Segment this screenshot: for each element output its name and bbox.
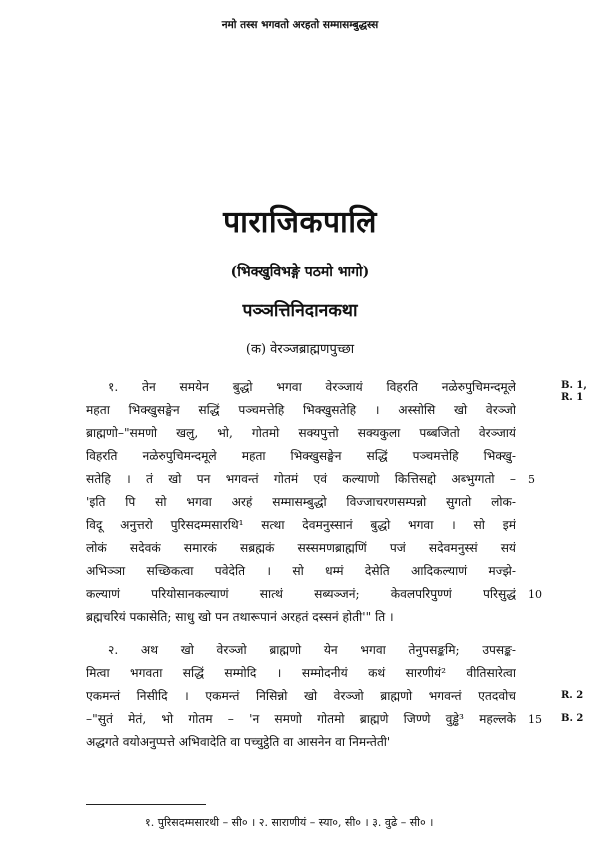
- page-ref: R. 1: [561, 392, 584, 403]
- text-line: एकमन्तं निसीदि । एकमन्तं निसिन्नो खो वेरञ्जो ब्राह्मणो भगवन्तं एतदवोच: [86, 689, 516, 703]
- text-line: अभिञ्ञा सच्छिकत्वा पवेदेति । सो धम्मं देसेति आदिकल्याणं मज्झे-: [86, 564, 516, 578]
- footnotes: १. पुरिसदम्मसारथी – सी० । २. साराणीयं – स्या०, सी० । ३. वुढे – सी० ।: [145, 816, 434, 829]
- text-line: ब्राह्मणो–"समणो खलु, भो, गोतमो सक्यपुत्तो सक्यकुला पब्बजितो वेरञ्जायं: [86, 426, 516, 440]
- footnote-divider: [86, 804, 206, 805]
- page-ref: B. 2: [561, 713, 584, 724]
- text-line: महता भिक्खुसङ्घेन सद्धिं पञ्चमत्तेहि भिक्खुसतेहि । अस्सोसि खो वेरञ्जो: [86, 403, 516, 417]
- text-line: सतेहि । तं खो पन भगवन्तं गोतमं एवं कल्याणो कित्तिसद्दो अब्भुग्गतो –: [86, 472, 516, 486]
- text-line: अद्धगते वयोअनुप्पत्ते अभिवादेति वा पच्चुट्ठेति वा आसनेन वा निमन्तेती': [86, 735, 391, 749]
- page-ref: B. 1,: [561, 380, 587, 391]
- text-line: विदू अनुत्तरो पुरिसदम्मसारथि¹ सत्था देवमनुस्सानं बुद्धो भगवा । सो इमं: [86, 518, 516, 532]
- page-ref: R. 2: [561, 690, 584, 701]
- invocation-header: नमो तस्स भगवतो अरहतो सम्मासम्बुद्धस्स: [221, 19, 379, 31]
- section-title: पञ्ञत्तिनिदानकथा: [242, 301, 358, 321]
- subsection-title: (क) वेरञ्जब्राह्मणपुच्छा: [245, 342, 355, 357]
- line-number: 10: [528, 588, 542, 601]
- page-subtitle: (भिक्खुविभङ्गे पठमो भागो): [230, 264, 370, 280]
- line-number: 15: [528, 713, 542, 726]
- text-line: –"सुतं मेतं, भो गोतम – 'न समणो गोतमो ब्राह्मणे जिण्णे वुड्ढे³ महल्लके: [86, 712, 516, 726]
- text-line: ब्रह्मचरियं पकासेति; साधु खो पन तथारूपानं अरहतं दस्सनं होती'" ति ।: [86, 610, 394, 624]
- text-line: विहरति नळेरुपुचिमन्दमूले महता भिक्खुसङ्घेन सद्धिं पञ्चमत्तेहि भिक्खु-: [86, 449, 516, 463]
- text-line: लोकं सदेवकं समारकं सब्रह्मकं सस्समणब्राह्मणिं पजं सदेवमनुस्सं सयं: [86, 541, 516, 555]
- text-line: मित्वा भगवता सद्धिं सम्मोदि । सम्मोदनीयं कथं सारणीयं² वीतिसारेत्वा: [86, 666, 516, 680]
- text-line: कल्याणं परियोसानकल्याणं सात्थं सब्यञ्जनं; केवलपरिपुण्णं परिसुद्धं: [86, 587, 516, 601]
- line-number: 5: [528, 473, 535, 486]
- page-title: पाराजिकपालि: [223, 205, 377, 240]
- text-line: 'इति पि सो भगवा अरहं सम्मासम्बुद्धो विज्जाचरणसम्पन्नो सुगतो लोक-: [86, 495, 516, 509]
- text-line: २. अथ खो वेरञ्जो ब्राह्मणो येन भगवा तेनुपसङ्कमि; उपसङ्क-: [108, 643, 516, 657]
- text-line: १. तेन समयेन बुद्धो भगवा वेरञ्जायं विहरति नळेरुपुचिमन्दमूले: [108, 380, 516, 394]
